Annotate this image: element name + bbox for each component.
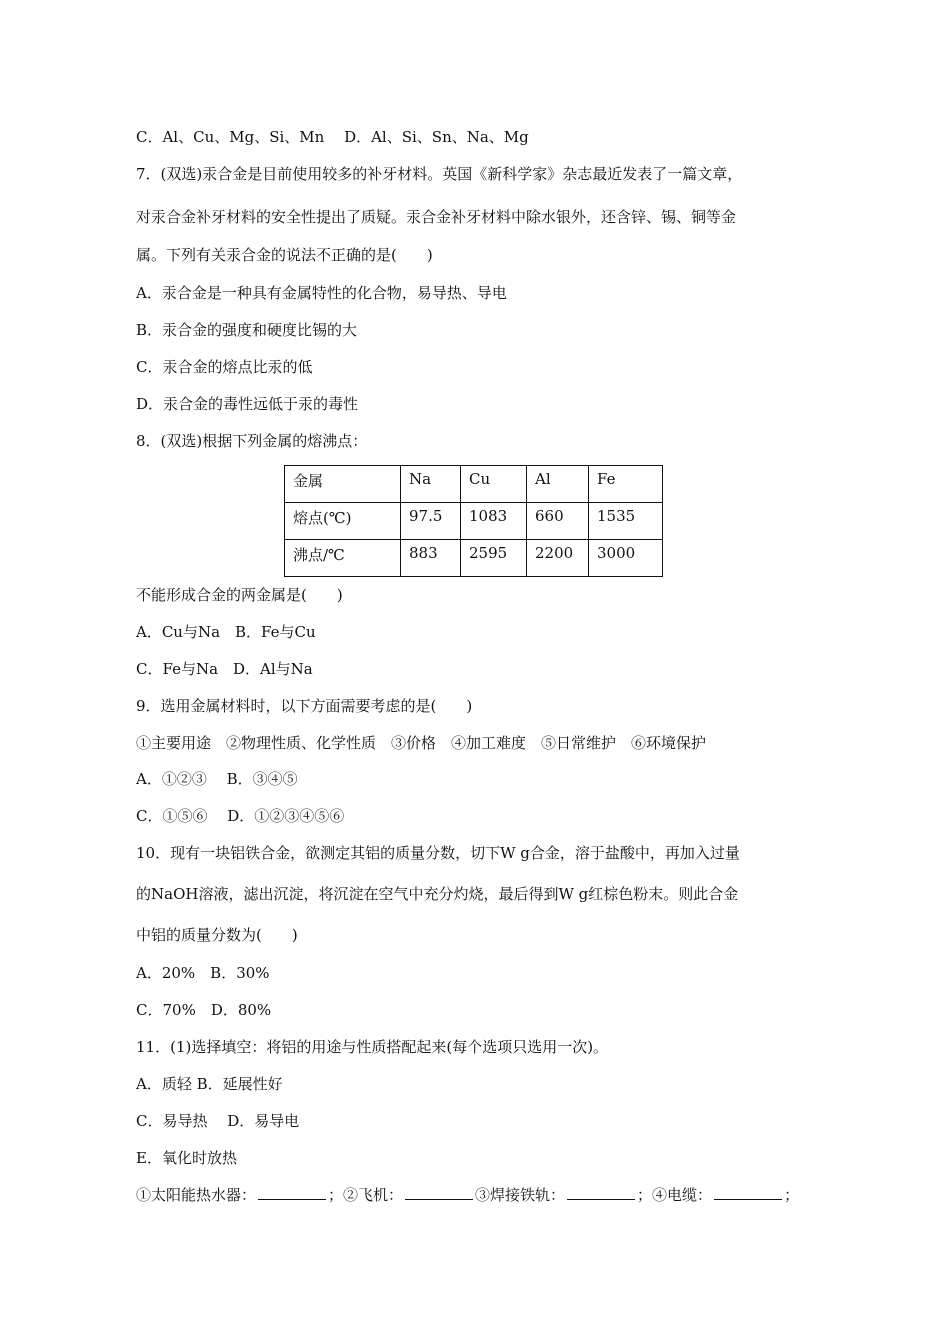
fill-label-rail-welding: ③焊接铁轨： — [475, 1186, 566, 1204]
question-11-option-e: E．氧化时放热 — [136, 1149, 237, 1167]
table-cell: 2595 — [461, 540, 527, 577]
table-cell: 1535 — [589, 503, 663, 540]
question-9-factors: ①主要用途 ②物理性质、化学性质 ③价格 ④加工难度 ⑤日常维护 ⑥环境保护 — [136, 734, 707, 752]
question-7-stem-line-1: 7．(双选)汞合金是目前使用较多的补牙材料。英国《新科学家》杂志最近发表了一篇文章， — [136, 165, 743, 183]
question-7-option-d: D．汞合金的毒性远低于汞的毒性 — [136, 395, 359, 413]
table-row — [285, 540, 663, 577]
table-cell: 沸点/℃ — [285, 540, 401, 577]
question-7-option-c: C．汞合金的熔点比汞的低 — [136, 358, 313, 376]
question-7-option-b: B．汞合金的强度和硬度比锡的大 — [136, 321, 358, 339]
question-11-fill-blanks — [136, 1185, 799, 1205]
table-cell: 883 — [401, 540, 461, 577]
answer-blank[interactable] — [714, 1185, 782, 1200]
question-7-stem-line-2: 对汞合金补牙材料的安全性提出了质疑。汞合金补牙材料中除水银外，还含锌、锡、铜等金 — [136, 208, 737, 226]
table-header-row — [285, 466, 663, 503]
table-cell: Cu — [461, 466, 527, 503]
question-8-stem: 8．(双选)根据下列金属的熔沸点： — [136, 432, 368, 450]
question-8-options-cd: C．Fe与Na D．Al与Na — [136, 660, 313, 678]
question-10-stem-line-1: 10．现有一块铝铁合金，欲测定其铝的质量分数，切下W g合金，溶于盐酸中，再加入过量 — [136, 844, 740, 862]
question-9-stem: 9．选用金属材料时，以下方面需要考虑的是( ) — [136, 697, 473, 715]
question-6-options-cd: C．Al、Cu、Mg、Si、Mn D．Al、Si、Sn、Na、Mg — [136, 128, 529, 146]
question-8-prompt: 不能形成合金的两金属是( ) — [136, 586, 343, 604]
question-10-options-cd: C．70% D．80% — [136, 1001, 272, 1019]
table-cell: Na — [401, 466, 461, 503]
question-9-options-cd: C．①⑤⑥ D．①②③④⑤⑥ — [136, 807, 345, 825]
table-cell: 660 — [527, 503, 589, 540]
answer-blank[interactable] — [567, 1185, 635, 1200]
table-cell: 3000 — [589, 540, 663, 577]
fill-label-aircraft: ；②飞机： — [328, 1186, 404, 1204]
answer-blank[interactable] — [405, 1185, 473, 1200]
question-10-stem-line-2: 的NaOH溶液，滤出沉淀，将沉淀在空气中充分灼烧，最后得到W g红棕色粉末。则此合金 — [136, 885, 739, 903]
table-cell: Al — [527, 466, 589, 503]
question-10-stem-line-3: 中铝的质量分数为( ) — [136, 926, 298, 944]
question-11-options-ab: A．质轻 B．延展性好 — [136, 1075, 283, 1093]
question-9-options-ab: A．①②③ B．③④⑤ — [136, 770, 298, 788]
question-7-stem-line-3: 属。下列有关汞合金的说法不正确的是( ) — [136, 246, 433, 264]
metal-melting-boiling-table — [284, 465, 663, 577]
table-cell: 97.5 — [401, 503, 461, 540]
question-11-stem: 11．(1)选择填空：将铝的用途与性质搭配起来(每个选项只选用一次)。 — [136, 1038, 609, 1056]
question-10-options-ab: A．20% B．30% — [136, 964, 270, 982]
fill-label-solar-heater: ①太阳能热水器： — [136, 1186, 257, 1204]
table-cell: 熔点(℃) — [285, 503, 401, 540]
table-row — [285, 503, 663, 540]
answer-blank[interactable] — [258, 1185, 326, 1200]
table-cell: 2200 — [527, 540, 589, 577]
table-cell: 1083 — [461, 503, 527, 540]
table-cell: Fe — [589, 466, 663, 503]
table-cell: 金属 — [285, 466, 401, 503]
fill-label-cable: ；④电缆： — [637, 1186, 713, 1204]
question-7-option-a: A．汞合金是一种具有金属特性的化合物，易导热、导电 — [136, 284, 507, 302]
question-8-options-ab: A．Cu与Na B．Fe与Cu — [136, 623, 316, 641]
question-11-options-cd: C．易导热 D．易导电 — [136, 1112, 300, 1130]
fill-label-end: ； — [784, 1186, 800, 1204]
